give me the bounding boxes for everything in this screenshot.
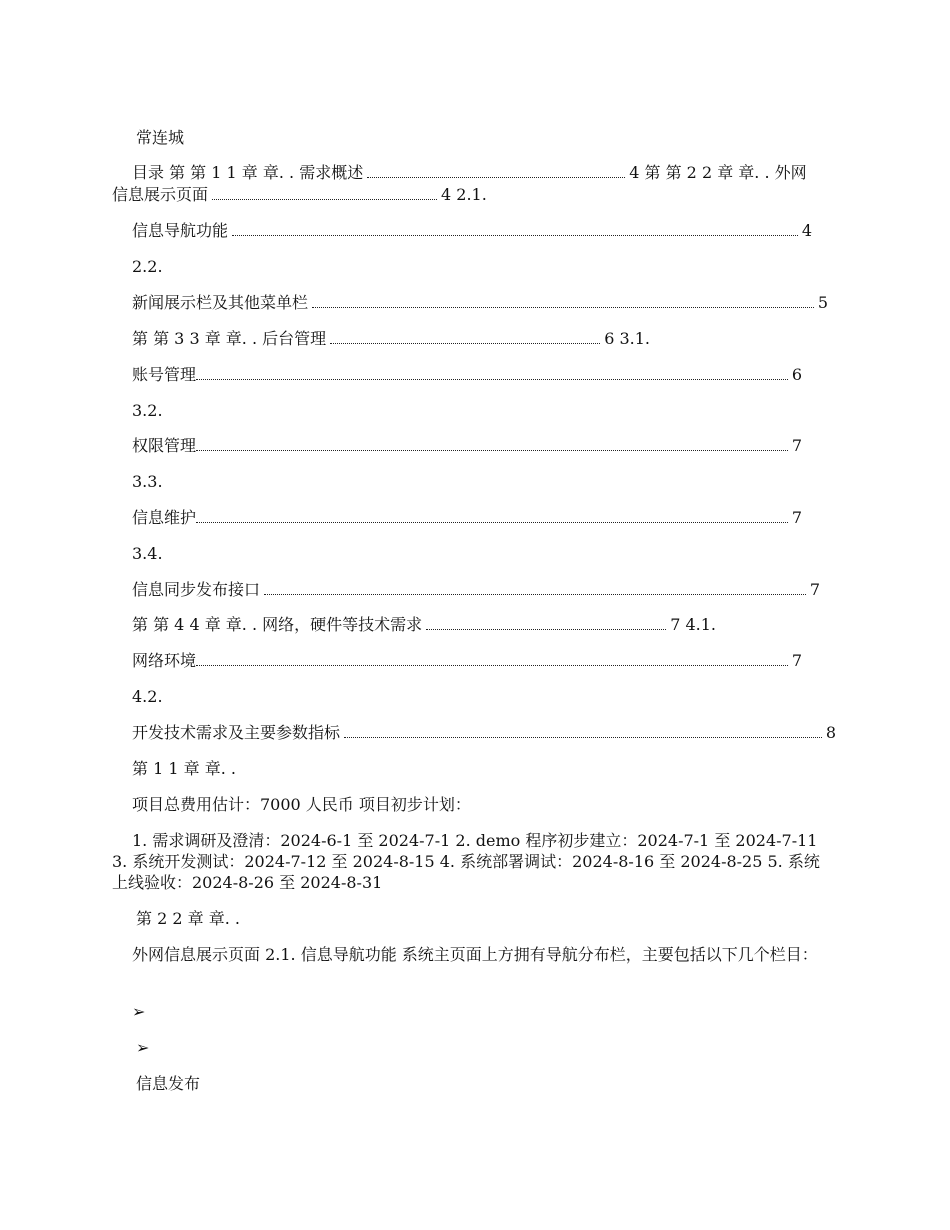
toc-entry[interactable] [132, 364, 802, 386]
toc-dot-leader [367, 177, 625, 178]
toc-entry-title: 权限管理 [132, 436, 197, 455]
toc-header [112, 162, 832, 206]
navigation-paragraph: 外网信息展示页面 2.1. 信息导航功能 系统主页面上方拥有导航分布栏，主要包括以下几个栏目： [132, 945, 818, 964]
toc-entry-title: 信息维护 [132, 508, 197, 527]
toc-entry[interactable] [132, 435, 802, 457]
toc-entry-page: 5 [817, 293, 828, 312]
toc-dot-leader [196, 522, 788, 523]
toc-entry-page: 6 [791, 365, 802, 384]
toc-section-number: 3.4. [132, 544, 163, 563]
toc-entry[interactable] [132, 292, 828, 314]
cost-estimate-line: 项目总费用估计：7000 人民币 项目初步计划： [132, 795, 471, 814]
toc-line2-page: 4 2.1. [441, 185, 487, 204]
toc-entry-title: 新闻展示栏及其他菜单栏 [132, 293, 309, 312]
toc-entry[interactable] [132, 579, 820, 601]
toc-entry-title: 第 第 3 3 章 章. . 后台管理 [132, 329, 327, 348]
toc-line2-text: 信息展示页面 [112, 185, 209, 204]
toc-section-number: 3.2. [132, 401, 163, 420]
toc-entry-page: 7 [791, 508, 802, 527]
toc-entry-title: 账号管理 [132, 365, 197, 384]
toc-entry-title: 网络环境 [132, 651, 197, 670]
toc-entry-page: 7 [809, 580, 820, 599]
toc-entry-page: 7 [791, 436, 802, 455]
toc-entry[interactable] [132, 722, 836, 744]
toc-dot-leader [196, 665, 788, 666]
toc-line1-page: 4 第 第 2 2 章 章. . 外网 [629, 163, 807, 182]
toc-entry[interactable] [132, 650, 802, 672]
toc-section-number: 3.3. [132, 472, 163, 491]
bullet-arrow-icon: ➢ [136, 1038, 150, 1057]
toc-dot-leader [196, 379, 788, 380]
chapter-2-heading: 第 2 2 章 章. . [136, 909, 240, 928]
toc-line1-text: 目录 第 第 1 1 章 章. . 需求概述 [132, 163, 364, 182]
toc-entry[interactable] [132, 328, 650, 350]
toc-dot-leader [232, 235, 798, 236]
toc-section-number: 2.2. [132, 257, 163, 276]
info-publish-item: 信息发布 [136, 1074, 201, 1093]
toc-entry-page: 6 3.1. [604, 329, 650, 348]
project-plan-paragraph: 1. 需求调研及澄清：2024-6-1 至 2024-7-1 2. demo 程序初步建立：2024-7-1 至 2024-7-11 3. 系统开发测试：2024-7-12 至 2024-8-15 4. 系统部署调试：2024-8-16 至 2024-8-25 5. 系统上线验收：2024-8-26 至 2024-8-31 [112, 831, 820, 892]
toc-entry[interactable] [132, 614, 716, 636]
toc-entry[interactable] [132, 507, 802, 529]
toc-section-number: 4.2. [132, 687, 163, 706]
toc-dot-leader [212, 199, 437, 200]
toc-entry-page: 8 [825, 723, 836, 742]
bullet-arrow-icon: ➢ [132, 1002, 146, 1021]
toc-dot-leader [264, 594, 806, 595]
author-name: 常连城 [136, 128, 185, 147]
toc-dot-leader [312, 307, 814, 308]
toc-entry-page: 4 [801, 221, 812, 240]
toc-entry-page: 7 [791, 651, 802, 670]
toc-dot-leader [426, 629, 666, 630]
toc-dot-leader [344, 737, 822, 738]
toc-entry-page: 7 4.1. [670, 615, 716, 634]
toc-entry-title: 第 第 4 4 章 章. . 网络，硬件等技术需求 [132, 615, 423, 634]
toc-entry-title: 信息同步发布接口 [132, 580, 261, 599]
toc-entry-title: 开发技术需求及主要参数指标 [132, 723, 341, 742]
toc-entry[interactable] [132, 220, 812, 242]
toc-entry-title: 信息导航功能 [132, 221, 229, 240]
toc-dot-leader [330, 343, 600, 344]
chapter-1-heading: 第 1 1 章 章. . [132, 759, 236, 778]
toc-dot-leader [196, 450, 788, 451]
